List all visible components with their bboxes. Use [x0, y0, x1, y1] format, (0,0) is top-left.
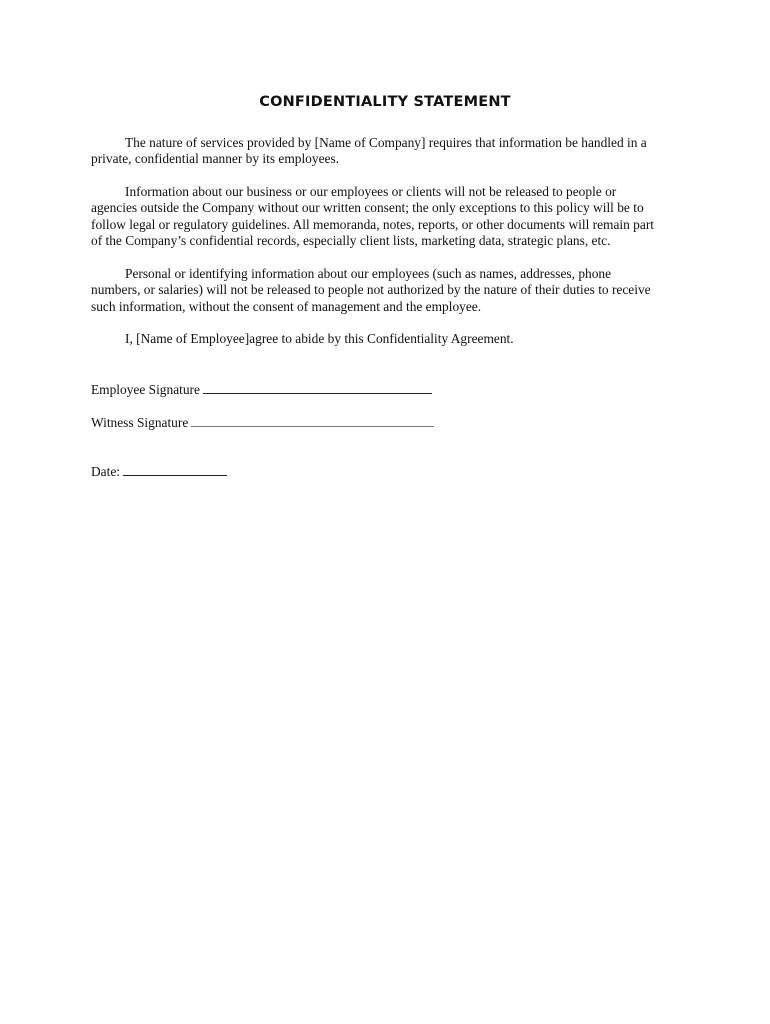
- paragraph-line: follow legal or regulatory guidelines. All memoranda, notes, reports, or other documents will remain part: [91, 216, 655, 232]
- paragraph-personal-info: [91, 266, 691, 315]
- paragraph-line: Information about our business or our employees or clients will not be released to people or: [125, 184, 617, 199]
- paragraph-line: of the Company’s confidential records, especially client lists, marketing data, strategic plans, etc.: [91, 232, 611, 248]
- paragraph-line: such information, without the consent of management and the employee.: [91, 298, 482, 314]
- date-line[interactable]: [123, 463, 227, 476]
- paragraph-services: [91, 135, 691, 168]
- document-title: CONFIDENTIALITY STATEMENT: [259, 94, 511, 110]
- paragraph-line: private, confidential manner by its employees.: [91, 151, 340, 167]
- paragraph-line: agencies outside the Company without our written consent; the only exceptions to this policy will be to: [91, 200, 644, 216]
- employee-signature-line[interactable]: [203, 381, 432, 394]
- witness-signature-row: [91, 414, 434, 431]
- date-row: [91, 463, 227, 480]
- employee-signature-label: Employee Signature: [91, 382, 200, 397]
- witness-signature-label: Witness Signature: [91, 415, 189, 430]
- witness-signature-line[interactable]: [191, 414, 434, 427]
- employee-signature-row: [91, 381, 432, 398]
- paragraph-information: [91, 184, 691, 249]
- date-label: Date:: [91, 464, 120, 479]
- paragraph-agreement: [91, 331, 691, 347]
- paragraph-line: The nature of services provided by [Name of Company] requires that information be handled in a: [125, 135, 647, 150]
- paragraph-line: I, [Name of Employee]agree to abide by this Confidentiality Agreement.: [125, 331, 514, 346]
- paragraph-line: Personal or identifying information about our employees (such as names, addresses, phone: [125, 266, 612, 281]
- paragraph-line: numbers, or salaries) will not be released to people not authorized by the nature of their duties to receive: [91, 282, 651, 298]
